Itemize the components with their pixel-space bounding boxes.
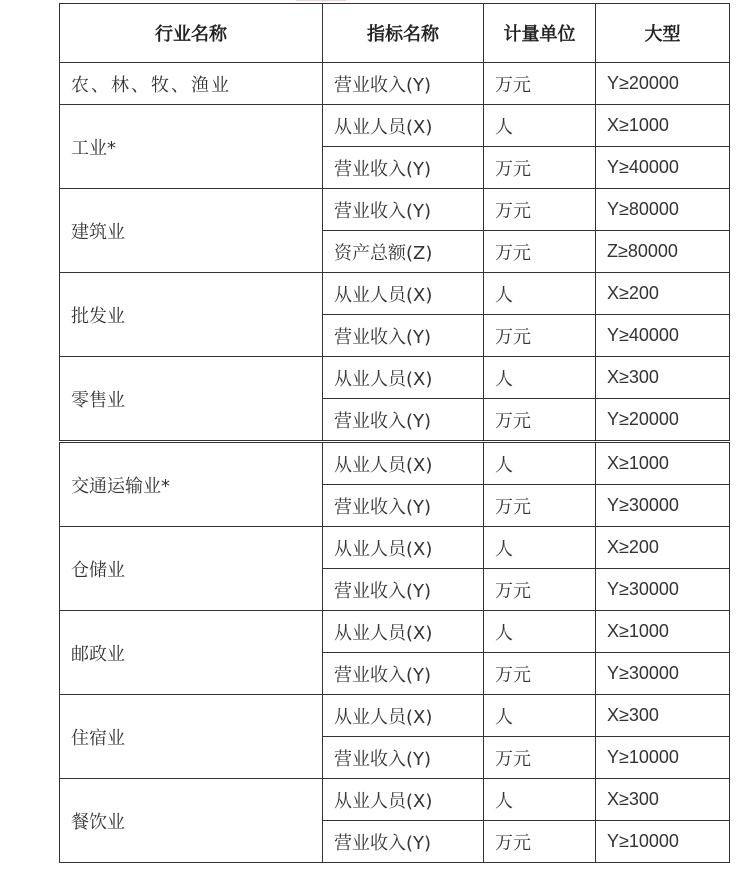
indicator-name-cell: 从业人员(X) xyxy=(323,611,484,653)
unit-cell: 人 xyxy=(484,695,596,737)
indicator-name-cell: 从业人员(X) xyxy=(323,779,484,821)
indicator-name-cell: 营业收入(Y) xyxy=(323,147,484,189)
industry-name-cell: 餐饮业 xyxy=(60,779,323,863)
indicator-name-cell: 从业人员(X) xyxy=(323,273,484,315)
indicator-name-cell: 营业收入(Y) xyxy=(323,569,484,611)
large-threshold-cell: X≥1000 xyxy=(596,611,730,653)
industry-name-cell: 交通运输业* xyxy=(60,442,323,527)
large-threshold-cell: Y≥80000 xyxy=(596,189,730,231)
enterprise-size-table xyxy=(59,3,730,863)
large-threshold-cell: Y≥30000 xyxy=(596,653,730,695)
header-indicator: 指标名称 xyxy=(323,4,484,63)
indicator-name-cell: 营业收入(Y) xyxy=(323,399,484,442)
table-row xyxy=(60,611,730,653)
table-row xyxy=(60,442,730,485)
unit-cell: 人 xyxy=(484,273,596,315)
large-threshold-cell: X≥1000 xyxy=(596,442,730,485)
unit-cell: 万元 xyxy=(484,147,596,189)
indicator-name-cell: 营业收入(Y) xyxy=(323,315,484,357)
unit-cell: 人 xyxy=(484,442,596,485)
indicator-name-cell: 营业收入(Y) xyxy=(323,189,484,231)
table-row xyxy=(60,189,730,231)
unit-cell: 人 xyxy=(484,105,596,147)
indicator-name-cell: 从业人员(X) xyxy=(323,105,484,147)
large-threshold-cell: Y≥30000 xyxy=(596,569,730,611)
unit-cell: 人 xyxy=(484,527,596,569)
indicator-name-cell: 营业收入(Y) xyxy=(323,821,484,863)
industry-name-cell: 农、林、牧、渔业 xyxy=(60,63,323,105)
header-large: 大型 xyxy=(596,4,730,63)
unit-cell: 万元 xyxy=(484,315,596,357)
industry-name-cell: 建筑业 xyxy=(60,189,323,273)
header-unit: 计量单位 xyxy=(484,4,596,63)
industry-name-cell: 零售业 xyxy=(60,357,323,442)
unit-cell: 万元 xyxy=(484,821,596,863)
large-threshold-cell: X≥300 xyxy=(596,695,730,737)
large-threshold-cell: Y≥20000 xyxy=(596,63,730,105)
indicator-name-cell: 从业人员(X) xyxy=(323,357,484,399)
large-threshold-cell: Z≥80000 xyxy=(596,231,730,273)
large-threshold-cell: X≥1000 xyxy=(596,105,730,147)
header-industry: 行业名称 xyxy=(60,4,323,63)
indicator-name-cell: 资产总额(Z) xyxy=(323,231,484,273)
indicator-name-cell: 营业收入(Y) xyxy=(323,63,484,105)
unit-cell: 万元 xyxy=(484,189,596,231)
large-threshold-cell: Y≥30000 xyxy=(596,485,730,527)
large-threshold-cell: Y≥40000 xyxy=(596,147,730,189)
industry-name-cell: 工业* xyxy=(60,105,323,189)
table-row xyxy=(60,105,730,147)
table-row xyxy=(60,779,730,821)
table-header-row xyxy=(60,4,730,63)
large-threshold-cell: Y≥40000 xyxy=(596,315,730,357)
table-row xyxy=(60,273,730,315)
unit-cell: 万元 xyxy=(484,569,596,611)
unit-cell: 万元 xyxy=(484,485,596,527)
unit-cell: 人 xyxy=(484,357,596,399)
unit-cell: 万元 xyxy=(484,63,596,105)
unit-cell: 人 xyxy=(484,611,596,653)
large-threshold-cell: X≥200 xyxy=(596,527,730,569)
large-threshold-cell: Y≥10000 xyxy=(596,737,730,779)
indicator-name-cell: 营业收入(Y) xyxy=(323,653,484,695)
table-row xyxy=(60,527,730,569)
industry-name-cell: 邮政业 xyxy=(60,611,323,695)
unit-cell: 万元 xyxy=(484,231,596,273)
table-row xyxy=(60,695,730,737)
large-threshold-cell: X≥300 xyxy=(596,357,730,399)
industry-name-cell: 批发业 xyxy=(60,273,323,357)
large-threshold-cell: X≥300 xyxy=(596,779,730,821)
large-threshold-cell: X≥200 xyxy=(596,273,730,315)
indicator-name-cell: 从业人员(X) xyxy=(323,442,484,485)
unit-cell: 万元 xyxy=(484,653,596,695)
indicator-name-cell: 营业收入(Y) xyxy=(323,485,484,527)
large-threshold-cell: Y≥20000 xyxy=(596,399,730,442)
large-threshold-cell: Y≥10000 xyxy=(596,821,730,863)
unit-cell: 人 xyxy=(484,779,596,821)
industry-name-cell: 住宿业 xyxy=(60,695,323,779)
indicator-name-cell: 从业人员(X) xyxy=(323,527,484,569)
indicator-name-cell: 营业收入(Y) xyxy=(323,737,484,779)
unit-cell: 万元 xyxy=(484,737,596,779)
table-body xyxy=(60,63,730,863)
table-row xyxy=(60,357,730,399)
indicator-name-cell: 从业人员(X) xyxy=(323,695,484,737)
table-row xyxy=(60,63,730,105)
unit-cell: 万元 xyxy=(484,399,596,442)
industry-name-cell: 仓储业 xyxy=(60,527,323,611)
